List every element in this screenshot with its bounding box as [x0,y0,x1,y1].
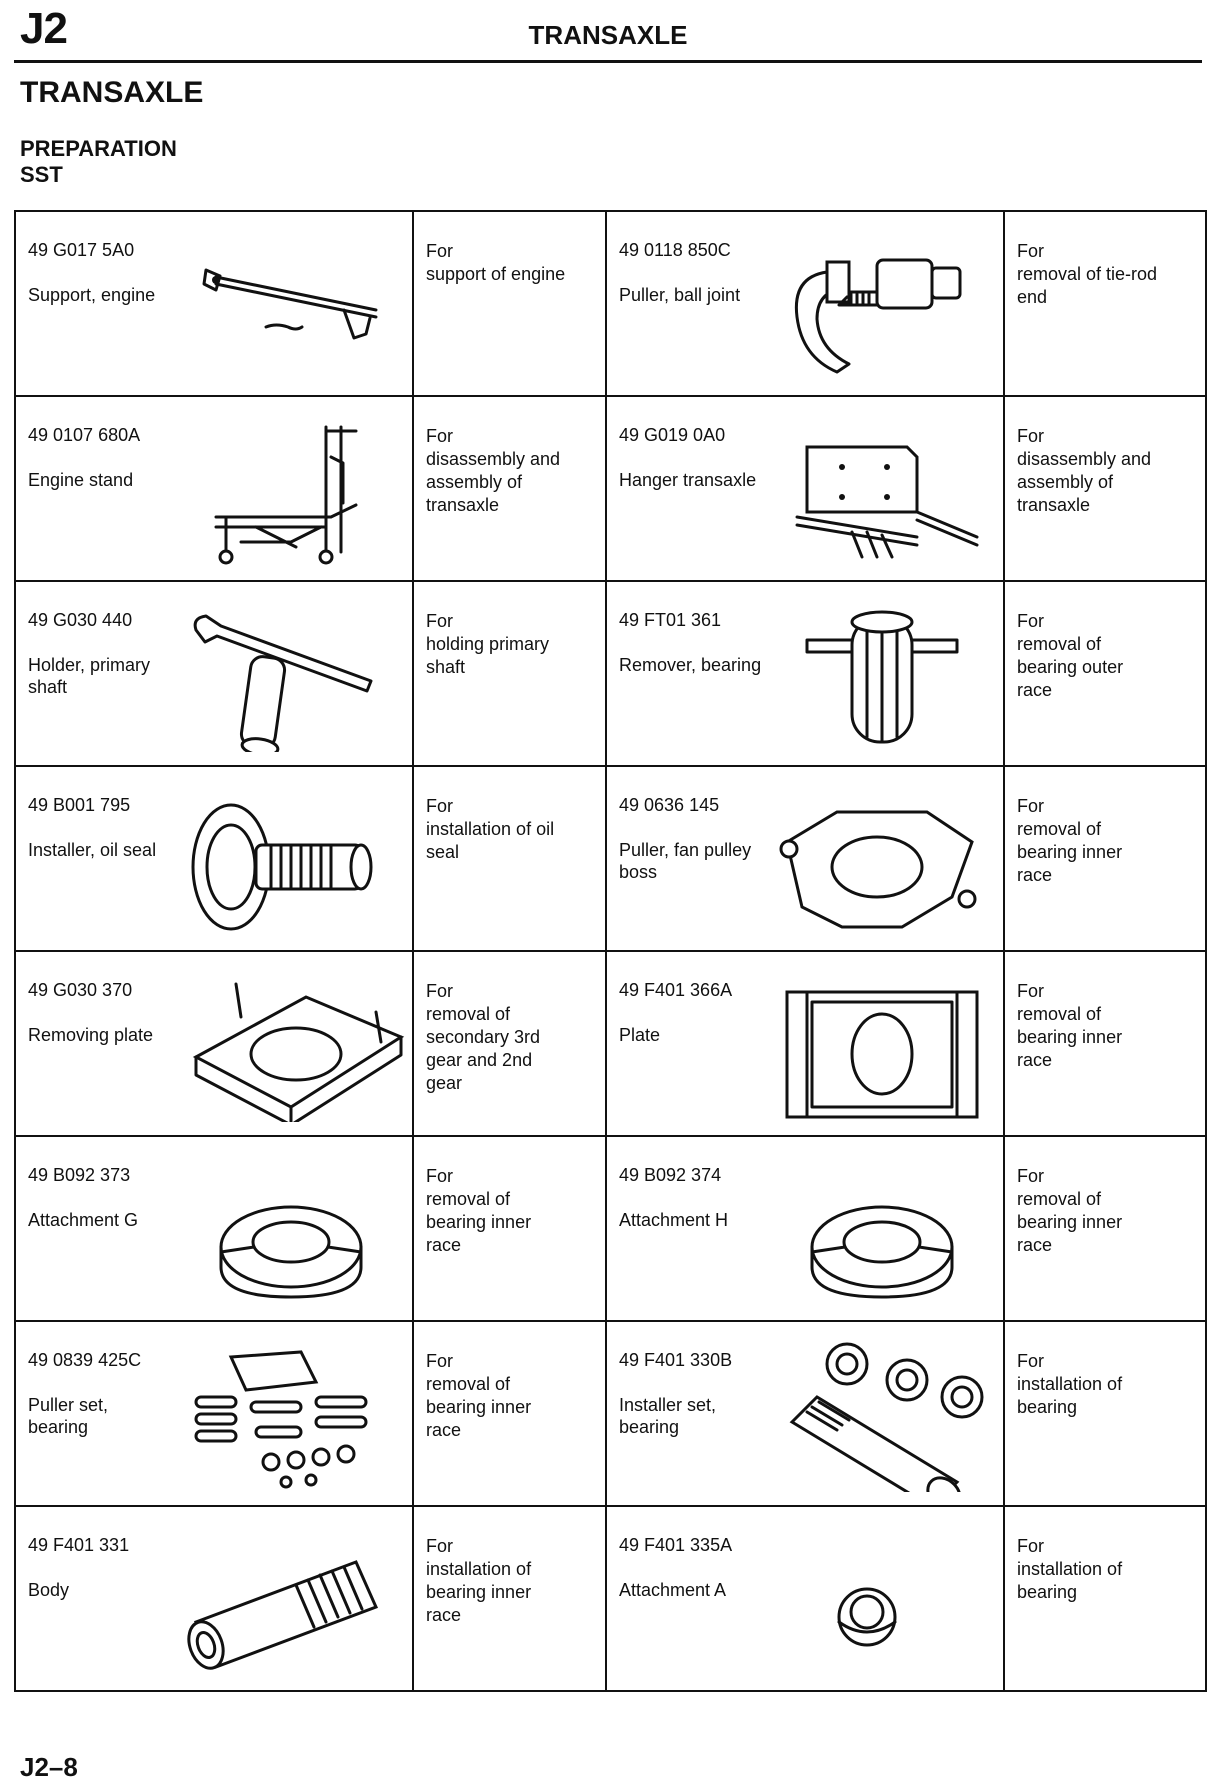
part-number: 49 G017 5A0 [28,240,135,260]
tool-cell [15,1506,413,1691]
sst-row [15,1321,1206,1506]
purpose-cell [413,211,606,396]
sst-row [15,1136,1206,1321]
tool-name: Holder, primary shaft [28,655,151,697]
purpose-cell [413,1506,606,1691]
attachment-cap-icon [767,1527,997,1677]
tool-purpose: For removal of bearing inner race [426,1166,532,1255]
part-number: 49 0839 425C [28,1350,142,1370]
purpose-cell [413,1321,606,1506]
part-number: 49 G030 440 [28,610,133,630]
sst-row [15,211,1206,396]
part-number: 49 G030 370 [28,980,133,1000]
tool-purpose: For installation of oil seal [426,796,555,862]
purpose-cell [413,396,606,581]
tool-name: Attachment A [619,1580,727,1600]
tool-cell [606,211,1004,396]
tool-cell [606,581,1004,766]
tool-name: Engine stand [28,470,134,490]
tool-name: Support, engine [28,285,156,305]
part-number: 49 F401 331 [28,1535,130,1555]
tool-name: Installer, oil seal [28,840,157,860]
tool-name: Remover, bearing [619,655,762,675]
ball-joint-puller-icon [767,232,997,382]
tool-cell [15,581,413,766]
part-number: 49 B001 795 [28,795,131,815]
part-number: 49 0118 850C [619,240,731,260]
part-number: 49 F401 330B [619,1350,733,1370]
page-code: J2 [20,4,67,53]
purpose-cell [413,581,606,766]
tool-purpose: For installation of bearing [1017,1351,1123,1417]
tool-purpose: For removal of bearing inner race [426,1351,532,1440]
part-number: 49 0107 680A [28,425,141,445]
tool-cell [606,1506,1004,1691]
tool-name: Installer set, bearing [619,1395,717,1437]
page-header: TRANSAXLE [528,20,688,50]
tool-purpose: For removal of bearing inner race [1017,981,1123,1070]
tool-name: Hanger transaxle [619,470,757,490]
engine-support-icon [176,232,406,382]
tool-cell [606,1321,1004,1506]
section-title: TRANSAXLE [20,76,204,109]
tool-purpose: For removal of bearing inner race [1017,1166,1123,1255]
tool-cell [15,1321,413,1506]
purpose-cell [1004,396,1206,581]
tool-name: Puller, ball joint [619,285,741,305]
tool-purpose: For disassembly and assembly of transaxle [1017,426,1152,515]
preparation-title: PREPARATION [20,136,177,161]
part-number: 49 F401 366A [619,980,733,1000]
tool-name: Removing plate [28,1025,154,1045]
sst-row [15,1506,1206,1691]
tool-purpose: For removal of bearing inner race [1017,796,1123,885]
installer-set-icon [767,1342,997,1492]
removing-plate-icon [176,972,406,1122]
tool-cell [606,1136,1004,1321]
purpose-cell [1004,1506,1206,1691]
sst-table [14,210,1207,1692]
tool-purpose: For removal of secondary 3rd gear and 2nd gear [426,981,541,1093]
purpose-cell [1004,766,1206,951]
tool-cell [606,396,1004,581]
split-ring-icon [176,1157,406,1307]
purpose-cell [413,766,606,951]
shaft-holder-icon [176,602,406,752]
tool-name: Attachment H [619,1210,729,1230]
tool-purpose: For disassembly and assembly of transaxle [426,426,561,515]
tool-name: Puller set, bearing [28,1395,109,1437]
tool-cell [15,211,413,396]
purpose-cell [1004,1321,1206,1506]
purpose-cell [1004,211,1206,396]
tool-purpose: For installation of bearing inner race [426,1536,532,1625]
part-number: 49 F401 335A [619,1535,733,1555]
tool-purpose: For installation of bearing [1017,1536,1123,1602]
tool-name: Puller, fan pulley boss [619,840,752,882]
purpose-cell [413,951,606,1136]
tool-purpose: For removal of tie-rod end [1017,241,1158,307]
tool-name: Attachment G [28,1210,139,1230]
tool-cell [15,951,413,1136]
sst-row [15,766,1206,951]
bearing-remover-icon [767,602,997,752]
sst-title: SST [20,162,63,187]
tool-purpose: For removal of bearing outer race [1017,611,1124,700]
purpose-cell [413,1136,606,1321]
puller-set-icon [176,1342,406,1492]
tool-cell [15,1136,413,1321]
tool-cell [606,766,1004,951]
tool-purpose: For holding primary shaft [426,611,550,677]
plate-icon [767,972,997,1122]
part-number: 49 G019 0A0 [619,425,726,445]
transaxle-hanger-icon [767,417,997,567]
engine-stand-icon [176,417,406,567]
page-number: J2–8 [20,1752,78,1782]
purpose-cell [1004,581,1206,766]
header-rule [14,60,1202,63]
tool-cell [15,396,413,581]
part-number: 49 0636 145 [619,795,720,815]
part-number: 49 B092 373 [28,1165,131,1185]
installer-body-icon [176,1527,406,1677]
sst-row [15,951,1206,1136]
oil-seal-installer-icon [176,787,406,937]
purpose-cell [1004,951,1206,1136]
part-number: 49 B092 374 [619,1165,722,1185]
tool-name: Plate [619,1025,661,1045]
part-number: 49 FT01 361 [619,610,722,630]
sst-row [15,396,1206,581]
fan-pulley-puller-icon [767,787,997,937]
purpose-cell [1004,1136,1206,1321]
tool-purpose: For support of engine [426,241,566,284]
split-ring-icon [767,1157,997,1307]
tool-cell [606,951,1004,1136]
tool-cell [15,766,413,951]
sst-row [15,581,1206,766]
tool-name: Body [28,1580,70,1600]
